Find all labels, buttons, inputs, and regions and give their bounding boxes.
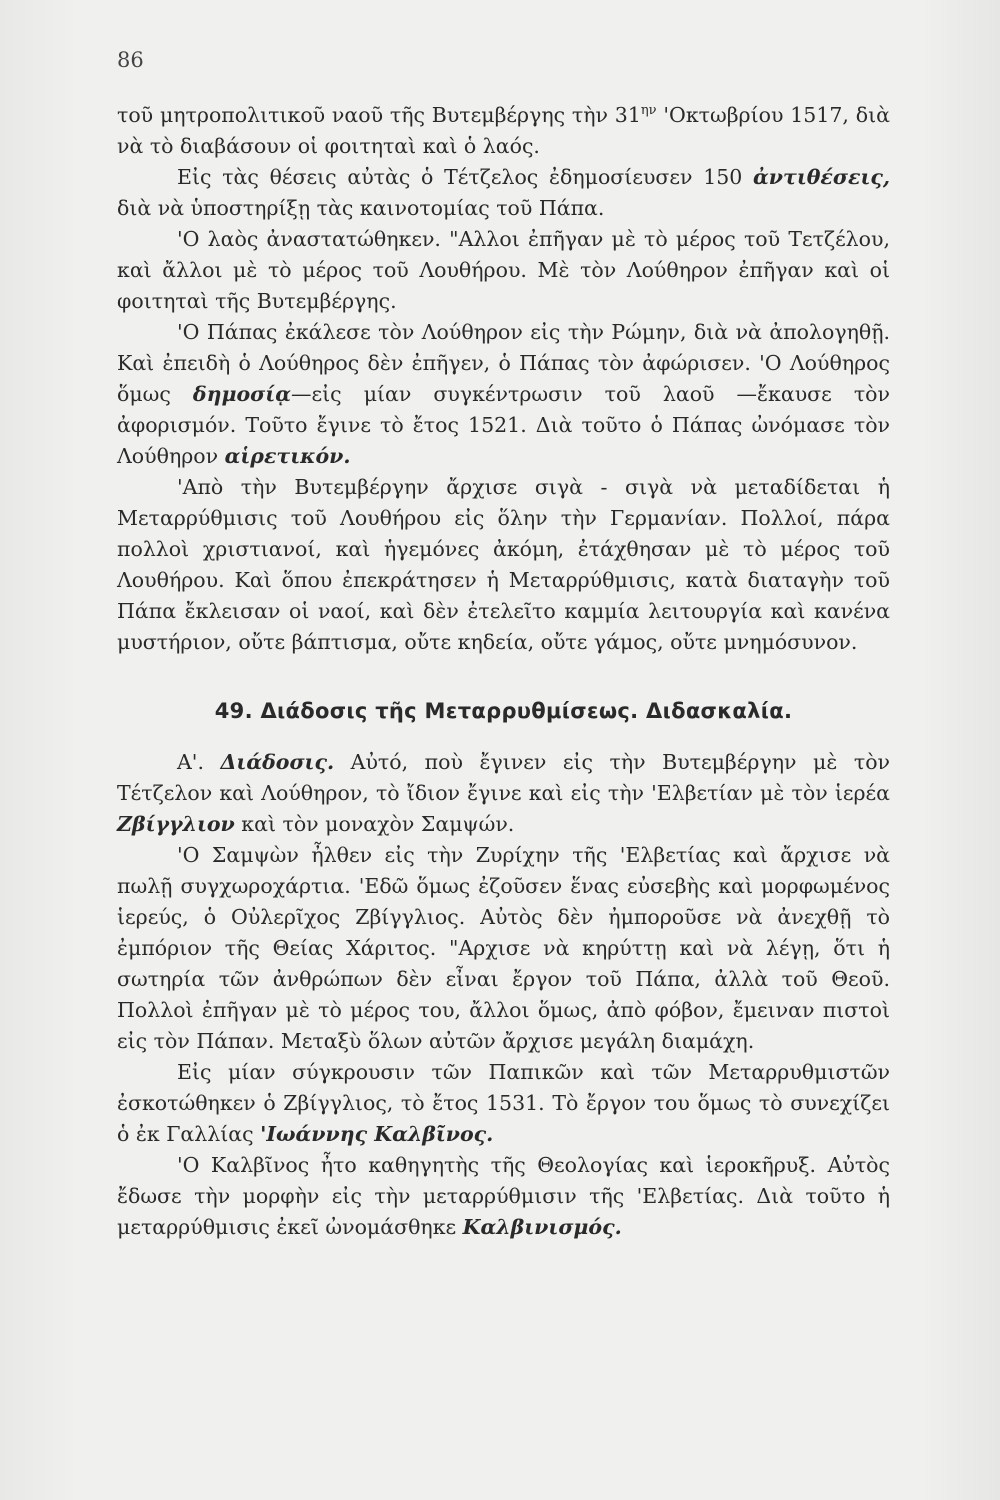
- text-run: 'Ο Καλβῖνος ἦτο καθηγητὴς τῆς Θεολογίας καὶ ἱεροκῆρυξ. Αὐτὸς ἔδωσε τὴν μορφὴν εἰς τὴν μεταρρύθμισιν τῆς 'Ελβετίας. Διὰ τοῦτο ἡ μεταρρύθμισις ἐκεῖ ὠνομάσθηκε: [117, 1153, 890, 1239]
- paragraph: 'Ο Σαμψὼν ἦλθεν εἰς τὴν Ζυρίχην τῆς 'Ελβετίας καὶ ἄρχισε νὰ πωλῇ συγχωροχάρτια. 'Εδῶ ὅμως ἐζοῦσεν ἕνας εὐσεβὴς καὶ μορφωμένος ἱερεύς, ὁ Οὐλερῖχος Ζβίγγλιος. Αὐτὸς δὲν ἠμποροῦσε νὰ ἀνεχθῇ τὸ ἐμπόριον τῆς Θείας Χάριτος. "Αρχισε νὰ κηρύττῃ καὶ νὰ λέγῃ, ὅτι ἡ σωτηρία τῶν ἀνθρώπων δὲν εἶναι ἔργον τοῦ Πάπα, ἀλλὰ τοῦ Θεοῦ. Πολλοὶ ἐπῆγαν μὲ τὸ μέρος του, ἄλλοι ὅμως, ἀπὸ φόβον, ἔμειναν πιστοὶ εἰς τὸν Πάπαν. Μεταξὺ ὅλων αὐτῶν ἄρχισε μεγάλη διαμάχη.: [117, 843, 890, 1053]
- text-run: Εἰς μίαν σύγκρουσιν τῶν Παπικῶν καὶ τῶν Μεταρρυθμιστῶν ἐσκοτώθηκεν ὁ Ζβίγγλιος, τὸ ἔτος 1531. Τὸ ἔργον του ὅμως τὸ συνεχίζει ὁ ἐκ Γαλλίας: [117, 1060, 890, 1146]
- text-run: 'Ο Πάπας ἐκάλεσε τὸν Λούθηρον εἰς τὴν Ρώμην, διὰ νὰ ἀπολογηθῇ. Καὶ ἐπειδὴ ὁ Λούθηρος δὲν ἐπῆγεν, ὁ Πάπας τὸν ἀφώρισεν. 'Ο Λούθηρος ὅμως: [117, 320, 890, 406]
- paragraph: [117, 162, 890, 224]
- emphasis-term: Καλβινισμός.: [462, 1215, 622, 1239]
- text-run: καὶ τὸν μοναχὸν Σαμψών.: [234, 812, 515, 836]
- paragraph-continued: [117, 100, 890, 162]
- superscript-suffix: ην: [640, 103, 657, 119]
- text-run: Εἰς τὰς θέσεις αὐτὰς ὁ Τέτζελος ἐδημοσίευσεν 150: [177, 165, 754, 189]
- paragraph: [117, 1150, 890, 1243]
- paragraph: 'Απὸ τὴν Βυτεμβέργην ἄρχισε σιγὰ - σιγὰ νὰ μεταδίδεται ἡ Μεταρρύθμισις τοῦ Λουθήρου εἰς ὅλην τὴν Γερμανίαν. Πολλοί, πάρα πολλοὶ χριστιανοί, καὶ ἡγεμόνες ἀκόμη, ἐτάχθησαν μὲ τὸ μέρος τοῦ Λουθήρου. Καὶ ὅπου ἐπεκράτησεν ἡ Μεταρρύθμισις, κατὰ διαταγὴν τοῦ Πάπα ἔκλεισαν οἱ ναοί, καὶ δὲν ἐτελεῖτο καμμία λειτουργία καὶ κανένα μυστήριον, οὔτε βάπτισμα, οὔτε κηδεία, οὔτε γάμος, οὔτε μνημόσυνον.: [117, 475, 890, 654]
- emphasis-term: Ζβίγγλιον: [117, 812, 235, 836]
- paragraph: [117, 317, 890, 472]
- emphasis-term: Διάδοσις.: [220, 750, 335, 774]
- paragraph: [117, 1057, 890, 1150]
- emphasis-term: ἀντιθέσεις,: [753, 165, 890, 189]
- paragraph: [117, 747, 890, 840]
- emphasis-term: αἱρετικόν.: [224, 444, 351, 468]
- emphasis-term: δημοσίᾳ: [192, 382, 291, 406]
- text-run: 'Οκτωβρίου 1517, διὰ νὰ τὸ διαβάσουν οἱ φοιτηταὶ καὶ ὁ λαός.: [117, 103, 890, 158]
- text-run: διὰ νὰ ὑποστηρίξῃ τὰς καινοτομίας τοῦ Πάπα.: [117, 196, 605, 220]
- text-run: Α'.: [177, 750, 221, 774]
- body-text: [117, 100, 890, 1243]
- page-number: 86: [117, 48, 144, 72]
- text-run: τοῦ μητροπολιτικοῦ ναοῦ τῆς Βυτεμβέργης τὴν 31: [117, 103, 641, 127]
- text-run: —εἰς μίαν συγκέντρωσιν τοῦ λαοῦ —ἔκαυσε τὸν ἀφορισμόν. Τοῦτο ἔγινε τὸ ἔτος 1521. Διὰ τοῦτο ὁ Πάπας ὠνόμασε τὸν Λούθηρον: [117, 382, 890, 468]
- emphasis-term: 'Ιωάννης Καλβῖνος.: [260, 1122, 494, 1146]
- text-run: Αὐτό, ποὺ ἔγινεν εἰς τὴν Βυτεμβέργην μὲ τὸν Τέτζελον καὶ Λούθηρον, τὸ ἴδιον ἔγινε καὶ εἰς τὴν 'Ελβετίαν μὲ τὸν ἱερέα: [117, 750, 890, 805]
- paragraph: 'Ο λαὸς ἀναστατώθηκεν. "Αλλοι ἐπῆγαν μὲ τὸ μέρος τοῦ Τετζέλου, καὶ ἄλλοι μὲ τὸ μέρος τοῦ Λουθήρου. Μὲ τὸν Λούθηρον ἐπῆγαν καὶ οἱ φοιτηταὶ τῆς Βυτεμβέργης.: [117, 227, 890, 313]
- section-heading: 49. Διάδοσις τῆς Μεταρρυθμίσεως. Διδασκαλία.: [214, 699, 793, 723]
